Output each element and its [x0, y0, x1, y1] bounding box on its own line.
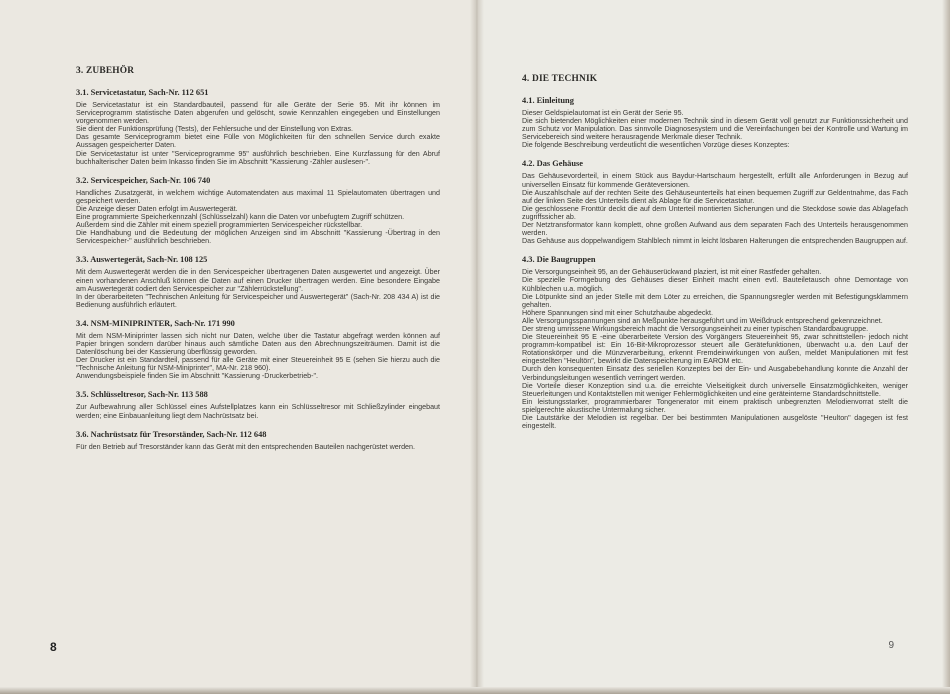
- paragraph: Alle Versorgungsspannungen sind an Meßpunkte herausgeführt und im Weißdruck entsprechend gekennzeichnet.: [522, 316, 883, 325]
- book-gutter: [470, 0, 484, 694]
- paragraph: Dieser Geldspielautomat ist ein Gerät der Serie 95.: [522, 109, 684, 117]
- paragraph: Zur Aufbewahrung aller Schlüssel eines Aufstellplatzes kann ein Schlüsseltresor mit Schließzylinder eingebaut werden; eine Einbauanleitung liegt dem Nachrüstsatz bei.: [76, 403, 440, 420]
- paragraph: Die folgende Beschreibung verdeutlicht die wesentlichen Vorzüge dieses Konzeptes:: [522, 141, 790, 150]
- page-number: 9: [888, 640, 894, 651]
- section-heading: 3.1. Servicetastatur, Sach-Nr. 112 651: [76, 88, 209, 97]
- paragraph: Für den Betrieb auf Tresorständer kann das Gerät mit den entsprechenden Bauteilen nachgerüstet werden.: [76, 442, 415, 451]
- right-page: [476, 0, 950, 694]
- paragraph: Die Servicetastatur ist unter "Serviceprogramme 95" ausführlich beschrieben. Eine Kurzfassung für den Abruf buchhalterischer Daten beim Inkasso finden Sie im Abschnitt "Kassierung -Zähler auslesen-".: [76, 149, 440, 166]
- section-einleitung: [522, 96, 908, 149]
- paragraph: Das gesamte Serviceprogramm bietet eine Fülle von Möglichkeiten für den schnellen Service durch exakte Aussagen gespeicherter Daten.: [76, 133, 440, 150]
- section-servicespeicher: [76, 176, 440, 246]
- paragraph: In der überarbeiteten "Technischen Anleitung für Servicespeicher und Auswertegerät" (Sach-Nr. 208 434 A) ist die Bedienung ausführlich erläutert.: [76, 292, 440, 309]
- section-heading: 3.4. NSM-MINIPRINTER, Sach-Nr. 171 990: [76, 318, 235, 328]
- paragraph: Die spezielle Formgebung des Gehäuses dieser Einheit macht einen evtl. Bauteiletausch ohne Demontage von Kühlblechen u.a. möglich.: [522, 276, 908, 293]
- paragraph: Ein leistungsstarker, programmierbarer Tongenerator mit einem praktisch unbegrenzten Melodienvorrat stellt die spielgerechte akustische Untermalung sicher.: [522, 397, 908, 414]
- section-heading: 3.3. Auswertegerät, Sach-Nr. 108 125: [76, 255, 208, 265]
- paragraph: Handliches Zusatzgerät, in welchem wichtige Automatendaten aus maximal 11 Spielautomaten übertragen und gespeichert werden.: [76, 188, 440, 205]
- paragraph: Die Anzeige dieser Daten erfolgt im Auswertegerät.: [76, 204, 238, 213]
- page-edge-right: [942, 0, 950, 694]
- page-number: 8: [50, 640, 57, 654]
- paragraph: Die Lötpunkte sind an jeder Stelle mit dem Löter zu erreichen, die Spannungsregler werden mit Befestigungsklammern gehalten.: [522, 292, 908, 309]
- section-heading: 4.2. Das Gehäuse: [522, 159, 583, 169]
- paragraph: Die Lautstärke der Melodien ist regelbar. Der bei bestimmten Manipulationen ausgelöste "Heulton" dagegen ist fest eingestellt.: [522, 414, 908, 431]
- section-heading: 3.5. Schlüsseltresor, Sach-Nr. 113 588: [76, 390, 208, 400]
- paragraph: Die Vorteile dieser Konzeption sind u.a. die erreichte Vielseitigkeit durch universelle Einsatzmöglichkeiten, weniger Steuerleitungen und Kontaktstellen mit weniger Fehlermöglichkeiten und eine geräteinterne Standardschnittstelle.: [522, 381, 908, 398]
- page-edge-bottom: [0, 687, 950, 694]
- paragraph: Die Steuereinheit 95 E -eine überarbeitete Version des Vorgängers Steuereinheit 95, zwar schnittstellen- jedoch nicht programm-kompatibel ist: Ein 16-Bit-Mikroprozessor steuert alle Gerätefunktionen, überwacht u.a. den Lauf der Rotationskörper und die Münzverarbeitung, erkennt Fremdeinwirkungen von außen, meldet Manipulationen mit fest eingestellten "Heultön", bewirkt die Datenspeicherung im EAROM etc.: [522, 333, 908, 366]
- paragraph: Anwendungsbeispiele finden Sie im Abschnitt "Kassierung -Druckerbetrieb-".: [76, 372, 319, 381]
- paragraph: Die Handhabung und die Bedeutung der möglichen Anzeigen sind im Abschnitt "Kassierung -Übertrag in den Servicespeicher-" ausführlich beschrieben.: [76, 229, 440, 246]
- section-servicetastatur: [76, 88, 440, 166]
- paragraph: Außerdem sind die Zähler mit einem speziell programmierten Servicespeicher rückstellbar.: [76, 221, 363, 230]
- chapter-title: 4. DIE TECHNIK: [522, 74, 598, 84]
- paragraph: Mit dem NSM-Miniprinter lassen sich nicht nur Daten, welche über die Tastatur abgefragt werden können auf Papier bringen sondern darüber hinaus auch sämtliche Daten aus den Abrechnungszeiträumen. Damit ist die Datenlöschung bei der Kassierung überflüssig geworden.: [76, 331, 440, 357]
- paragraph: Die geschlossene Fronttür deckt die auf dem Unterteil montierten Sicherungen und die Steckdose sowie das Ablagefach zugriffssicher ab.: [522, 204, 908, 221]
- paragraph: Die Auszahlschale auf der rechten Seite des Gehäuseunterteils hat einen bequemen Zugriff zur Geldentnahme, das Fach auf der linken Seite des Unterteils dient als Ablage für die Servicetastatur.: [522, 188, 908, 205]
- section-miniprinter: [76, 319, 440, 381]
- paragraph: Der Netztransformator kann komplett, ohne großen Aufwand aus dem separaten Fach des Unterteils herausgenommen werden.: [522, 221, 908, 238]
- section-baugruppen: [522, 255, 908, 430]
- paragraph: Der Drucker ist ein Standardteil, passend für alle Geräte mit einer Steuereinheit 95 E (sehen Sie hierzu auch die "Technische Anleitung für NSM-Miniprinter", MA-Nr. 218 960).: [76, 356, 440, 373]
- paragraph: Sie dient der Funktionsprüfung (Tests), der Fehlersuche und der Einstellung von Extras.: [76, 125, 354, 134]
- section-gehaeuse: [522, 159, 908, 245]
- paragraph: Eine programmierte Speicherkennzahl (Schlüsselzahl) kann die Daten vor unbefugtem Zugriff schützen.: [76, 213, 405, 222]
- paragraph: Die Servicetastatur ist ein Standardbauteil, passend für alle Geräte der Serie 95. Mit ihr können im Serviceprogramm statistische Daten abgerufen und gelöscht, sowie Kennzahlen eingegeben und Einstellungen vorgenommen werden.: [76, 101, 440, 126]
- paragraph: Die sich bietenden Möglichkeiten einer modernen Technik sind in diesem Gerät voll genutzt zur Funktionssicherheit und zum Schutz vor Manipulation. Das sinnvolle Diagnosesystem und die Vereinfachungen bei der Kontrolle und Wartung im Servicebereich sind weitere herausragende Merkmale dieser Technik.: [522, 117, 908, 142]
- paragraph: Mit dem Auswertegerät werden die in den Servicespeicher übertragenen Daten ausgewertet und angezeigt. Über einen vorhandenen Anschluß können die Daten auf einen Drucker übertragen werden. Eine besondere Eingabe am Auswertegerät codiert den Servicespeicher zur "Zählerrückstellung".: [76, 268, 440, 293]
- paragraph: Die Versorgungseinheit 95, an der Gehäuserückwand plaziert, ist mit einer Rastfeder gehalten.: [522, 268, 822, 277]
- paragraph: Das Gehäuse aus doppelwandigem Stahlblech nimmt in leicht lösbaren Halterungen die entsprechenden Baugruppen auf.: [522, 237, 908, 246]
- section-auswertegeraet: [76, 255, 440, 308]
- section-heading: 3.2. Servicespeicher, Sach-Nr. 106 740: [76, 175, 211, 185]
- section-heading: 4.3. Die Baugruppen: [522, 255, 596, 265]
- chapter-title: 3. ZUBEHÖR: [76, 66, 135, 76]
- section-schluesseltresor: [76, 390, 440, 419]
- paragraph: Der streng umrissene Wirkungsbereich macht die Versorgungseinheit zu einer typischen Standardbaugruppe.: [522, 324, 869, 333]
- paragraph: Durch den konsequenten Einsatz des seriellen Konzeptes bei der Ein- und Ausgabebehandlung konnte die Anzahl der Verbindungsleitungen wesentlich verringert werden.: [522, 365, 908, 382]
- paragraph: Das Gehäusevorderteil, in einem Stück aus Baydur-Hartschaum hergestellt, erfüllt alle Anforderungen in Bezug auf universellen Einsatz für kommende Geräteversionen.: [522, 172, 908, 189]
- section-nachruestsatz: [76, 430, 440, 451]
- section-heading: 3.6. Nachrüstsatz für Tresorständer, Sach-Nr. 112 648: [76, 429, 267, 439]
- section-heading: 4.1. Einleitung: [522, 96, 574, 105]
- paragraph: Höhere Spannungen sind mit einer Schutzhaube abgedeckt.: [522, 308, 713, 317]
